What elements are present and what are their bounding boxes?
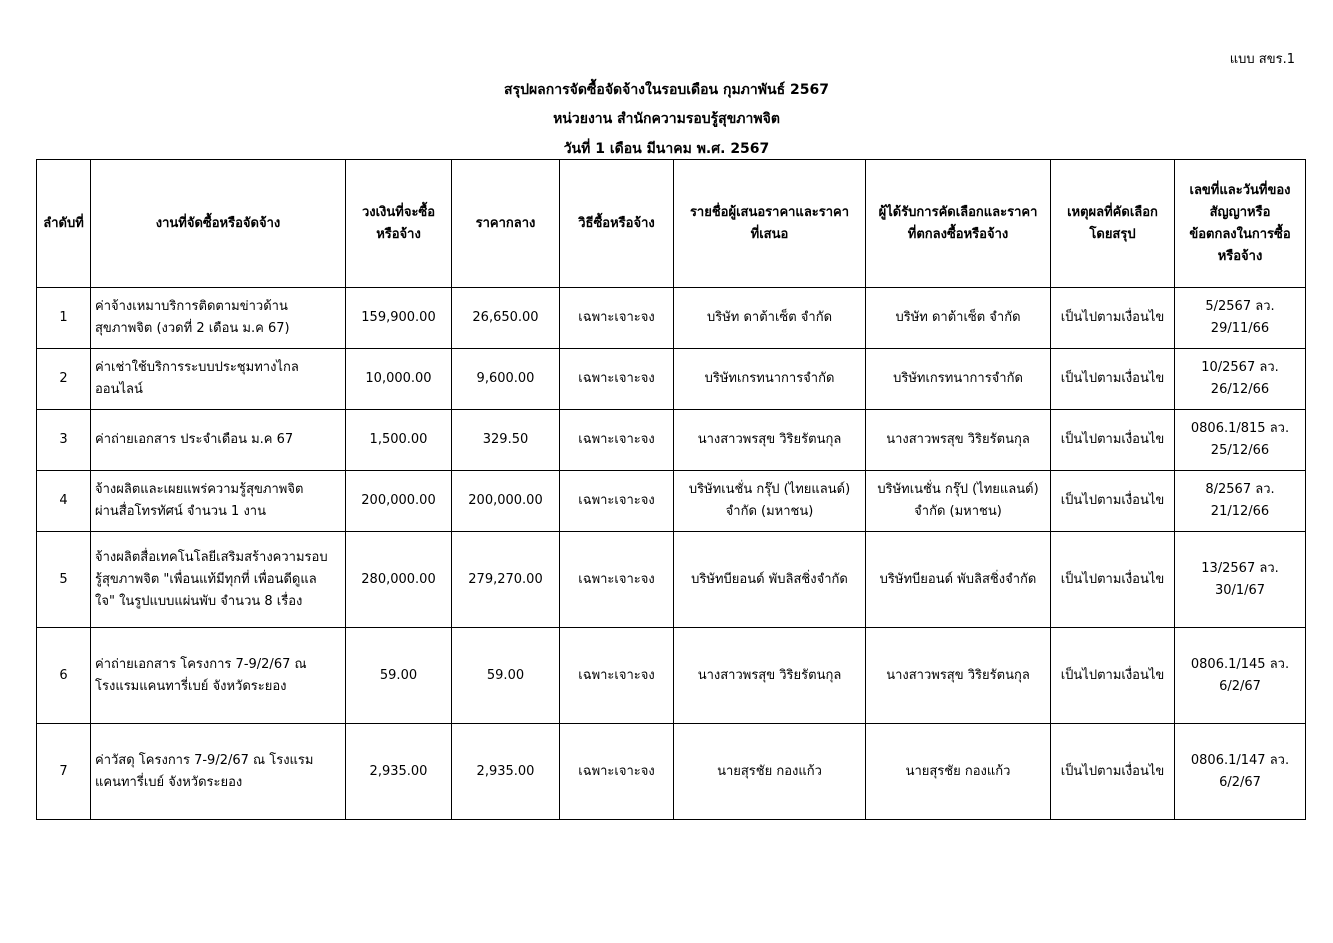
cell-selected: บริษัทบียอนด์ พับลิสชิ่งจำกัด — [866, 532, 1051, 628]
cell-median-price: 59.00 — [452, 628, 560, 724]
cell-no: 1 — [37, 288, 91, 349]
cell-contract: 8/2567 ลว. 21/12/66 — [1175, 471, 1306, 532]
header-no: ลำดับที่ — [37, 160, 91, 288]
cell-median-price: 26,650.00 — [452, 288, 560, 349]
cell-median-price: 279,270.00 — [452, 532, 560, 628]
cell-reason: เป็นไปตามเงื่อนไข — [1051, 471, 1175, 532]
cell-item: ค่าถ่ายเอกสาร ประจำเดือน ม.ค 67 — [91, 410, 346, 471]
header-budget: วงเงินที่จะซื้อ หรือจ้าง — [346, 160, 452, 288]
cell-contract: 0806.1/815 ลว. 25/12/66 — [1175, 410, 1306, 471]
cell-median-price: 2,935.00 — [452, 724, 560, 820]
table-row — [37, 410, 1306, 471]
cell-bidders: นางสาวพรสุข วิริยรัตนกุล — [674, 410, 866, 471]
cell-selected: บริษัทเนชั่น กรุ๊ป (ไทยแลนด์) จำกัด (มหาชน) — [866, 471, 1051, 532]
cell-no: 3 — [37, 410, 91, 471]
cell-contract: 0806.1/147 ลว. 6/2/67 — [1175, 724, 1306, 820]
cell-bidders: บริษัทเกรทนาการจำกัด — [674, 349, 866, 410]
cell-method: เฉพาะเจาะจง — [560, 471, 674, 532]
form-code: แบบ สขร.1 — [1229, 52, 1295, 67]
cell-reason: เป็นไปตามเงื่อนไข — [1051, 349, 1175, 410]
cell-reason: เป็นไปตามเงื่อนไข — [1051, 410, 1175, 471]
cell-bidders: บริษัทบียอนด์ พับลิสชิ่งจำกัด — [674, 532, 866, 628]
cell-item: ค่าถ่ายเอกสาร โครงการ 7-9/2/67 ณ โรงแรมแคนทารี่เบย์ จังหวัดระยอง — [91, 628, 346, 724]
cell-contract: 0806.1/145 ลว. 6/2/67 — [1175, 628, 1306, 724]
cell-method: เฉพาะเจาะจง — [560, 628, 674, 724]
cell-item: ค่าเช่าใช้บริการระบบประชุมทางไกล ออนไลน์ — [91, 349, 346, 410]
header-method: วิธีซื้อหรือจ้าง — [560, 160, 674, 288]
cell-reason: เป็นไปตามเงื่อนไข — [1051, 532, 1175, 628]
cell-method: เฉพาะเจาะจง — [560, 410, 674, 471]
cell-item: ค่าจ้างเหมาบริการติดตามข่าวด้าน สุขภาพจิต (งวดที่ 2 เดือน ม.ค 67) — [91, 288, 346, 349]
cell-method: เฉพาะเจาะจง — [560, 288, 674, 349]
header-selected: ผู้ได้รับการคัดเลือกและราคา ที่ตกลงซื้อหรือจ้าง — [866, 160, 1051, 288]
cell-selected: นางสาวพรสุข วิริยรัตนกุล — [866, 628, 1051, 724]
cell-contract: 5/2567 ลว. 29/11/66 — [1175, 288, 1306, 349]
table-row — [37, 288, 1306, 349]
cell-budget: 10,000.00 — [346, 349, 452, 410]
cell-reason: เป็นไปตามเงื่อนไข — [1051, 724, 1175, 820]
cell-median-price: 329.50 — [452, 410, 560, 471]
cell-bidders: นายสุรชัย กองแก้ว — [674, 724, 866, 820]
cell-no: 4 — [37, 471, 91, 532]
cell-contract: 10/2567 ลว. 26/12/66 — [1175, 349, 1306, 410]
table-row — [37, 724, 1306, 820]
cell-budget: 1,500.00 — [346, 410, 452, 471]
cell-contract: 13/2567 ลว. 30/1/67 — [1175, 532, 1306, 628]
procurement-table — [36, 159, 1306, 820]
document-date: วันที่ 1 เดือน มีนาคม พ.ศ. 2567 — [563, 141, 770, 157]
cell-median-price: 9,600.00 — [452, 349, 560, 410]
table-row — [37, 628, 1306, 724]
cell-selected: บริษัท ดาต้าเซ็ต จำกัด — [866, 288, 1051, 349]
header-median-price: ราคากลาง — [452, 160, 560, 288]
cell-method: เฉพาะเจาะจง — [560, 349, 674, 410]
cell-method: เฉพาะเจาะจง — [560, 532, 674, 628]
cell-bidders: บริษัท ดาต้าเซ็ต จำกัด — [674, 288, 866, 349]
header-item: งานที่จัดซื้อหรือจัดจ้าง — [91, 160, 346, 288]
cell-no: 5 — [37, 532, 91, 628]
cell-bidders: นางสาวพรสุข วิริยรัตนกุล — [674, 628, 866, 724]
table-row — [37, 532, 1306, 628]
agency-name: หน่วยงาน สำนักความรอบรู้สุขภาพจิต — [553, 111, 780, 127]
cell-budget: 59.00 — [346, 628, 452, 724]
cell-bidders: บริษัทเนชั่น กรุ๊ป (ไทยแลนด์) จำกัด (มหาชน) — [674, 471, 866, 532]
cell-median-price: 200,000.00 — [452, 471, 560, 532]
header-reason: เหตุผลที่คัดเลือก โดยสรุป — [1051, 160, 1175, 288]
cell-item: จ้างผลิตสื่อเทคโนโลยีเสริมสร้างความรอบ รู้สุขภาพจิต "เพื่อนแท้มีทุกที่ เพื่อนดีดูแล ใจ" ในรูปแบบแผ่นพับ จำนวน 8 เรื่อง — [91, 532, 346, 628]
table-row — [37, 471, 1306, 532]
cell-budget: 200,000.00 — [346, 471, 452, 532]
cell-no: 7 — [37, 724, 91, 820]
cell-method: เฉพาะเจาะจง — [560, 724, 674, 820]
cell-selected: บริษัทเกรทนาการจำกัด — [866, 349, 1051, 410]
cell-item: จ้างผลิตและเผยแพร่ความรู้สุขภาพจิต ผ่านสื่อโทรทัศน์ จำนวน 1 งาน — [91, 471, 346, 532]
cell-selected: นางสาวพรสุข วิริยรัตนกุล — [866, 410, 1051, 471]
cell-budget: 280,000.00 — [346, 532, 452, 628]
cell-reason: เป็นไปตามเงื่อนไข — [1051, 288, 1175, 349]
cell-item: ค่าวัสดุ โครงการ 7-9/2/67 ณ โรงแรม แคนทารี่เบย์ จังหวัดระยอง — [91, 724, 346, 820]
cell-no: 2 — [37, 349, 91, 410]
header-contract: เลขที่และวันที่ของ สัญญาหรือ ข้อตกลงในการซื้อ หรือจ้าง — [1175, 160, 1306, 288]
table-header-row — [37, 160, 1306, 288]
cell-reason: เป็นไปตามเงื่อนไข — [1051, 628, 1175, 724]
cell-no: 6 — [37, 628, 91, 724]
cell-selected: นายสุรชัย กองแก้ว — [866, 724, 1051, 820]
document-title: สรุปผลการจัดซื้อจัดจ้างในรอบเดือน กุมภาพันธ์ 2567 — [504, 82, 829, 98]
cell-budget: 2,935.00 — [346, 724, 452, 820]
header-bidders: รายชื่อผู้เสนอราคาและราคา ที่เสนอ — [674, 160, 866, 288]
table-row — [37, 349, 1306, 410]
cell-budget: 159,900.00 — [346, 288, 452, 349]
